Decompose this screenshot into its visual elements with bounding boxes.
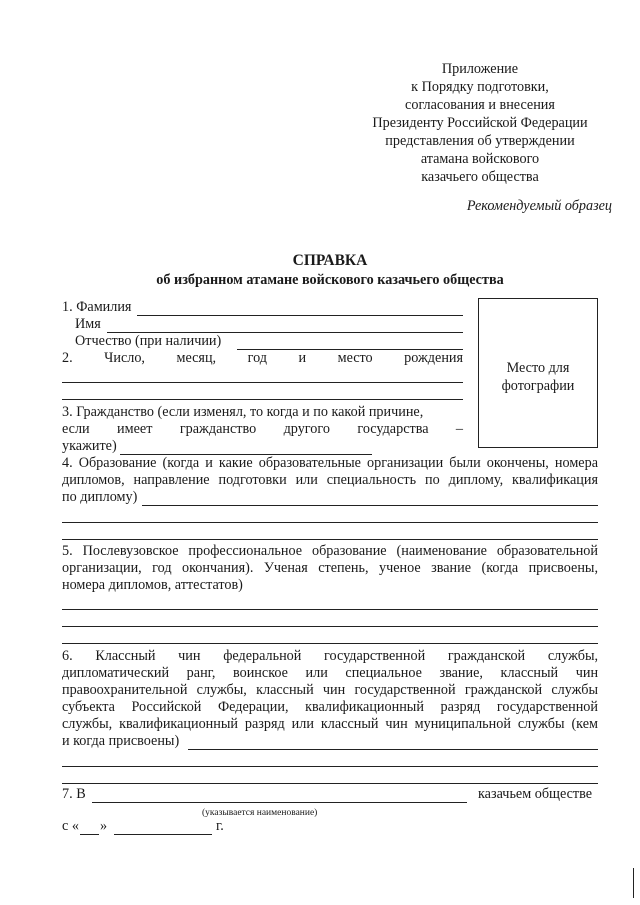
photo-placeholder [478, 298, 598, 448]
appendix-header-line: Приложение [441, 61, 519, 77]
birth-label: 2. Число, месяц, год и место рождения [62, 350, 464, 366]
postgraduate-label-line: организации, год окончания). Ученая степень, ученое звание (когда присвоены, [62, 560, 598, 576]
photo-label-line: Место для [506, 360, 570, 376]
appendix-header-line: атамана войскового [420, 151, 540, 167]
document-title: СПРАВКА [292, 252, 368, 269]
appendix-header-line: казачьего общества [421, 169, 539, 185]
class-rank-label [62, 648, 598, 750]
date-suffix: г. [216, 818, 224, 834]
date-mid: » [100, 818, 108, 834]
education-label-line: 4. Образование (когда и какие образовательные организации были окончены, номера [62, 455, 598, 471]
appendix-header-line: Президенту Российской Федерации [372, 115, 588, 131]
appendix-header-line: согласования и внесения [405, 97, 555, 113]
sample-label: Рекомендуемый образец [466, 198, 612, 214]
appendix-header-line: к Порядку подготовки, [411, 79, 549, 95]
citizenship-label-line: если имеет гражданство другого государства – [62, 421, 464, 437]
birth-field-line[interactable] [62, 382, 463, 383]
appendix-header [330, 60, 630, 186]
surname-field[interactable] [137, 315, 463, 316]
name-label: Имя [75, 316, 101, 332]
surname-label: 1. Фамилия [62, 299, 132, 315]
postgraduate-label-line: 5. Послевузовское профессиональное образование (наименование образовательной [62, 543, 598, 559]
postgraduate-label [62, 543, 598, 594]
birth-field-line[interactable] [62, 399, 463, 400]
class-rank-field-line[interactable] [188, 749, 598, 750]
citizenship-label-line: укажите) [62, 438, 117, 454]
class-rank-label-line: дипломатический ранг, воинское или специальное звание, классный чин [62, 665, 599, 681]
society-name-hint: (указывается наименование) [202, 808, 318, 818]
postgraduate-label-line: номера дипломов, аттестатов) [62, 577, 243, 593]
education-field-line[interactable] [142, 505, 598, 506]
society-label-suffix: казачьем обществе [478, 786, 593, 802]
date-day-field[interactable] [80, 834, 99, 835]
postgraduate-field-line[interactable] [62, 643, 598, 644]
class-rank-label-line: 6. Классный чин федеральной государственной гражданской службы, [62, 648, 599, 664]
education-label-line: дипломов, направление подготовки или специальность по диплому, квалификация [62, 472, 598, 488]
class-rank-label-line: правоохранительной службы, классный чин государственной гражданской службы [62, 682, 598, 698]
class-rank-label-line: и когда присвоены) [62, 733, 180, 749]
scan-edge-mark [633, 868, 634, 898]
patronymic-label: Отчество (при наличии) [75, 333, 222, 349]
photo-label-line: фотографии [501, 378, 575, 394]
society-name-field[interactable] [92, 802, 467, 803]
class-rank-field-line[interactable] [62, 766, 598, 767]
postgraduate-field-line[interactable] [62, 609, 598, 610]
document-subtitle: об избранном атамане войскового казачьего общества [156, 272, 504, 288]
postgraduate-field-line[interactable] [62, 626, 598, 627]
education-label-line: по диплому) [62, 489, 138, 505]
class-rank-label-line: службы, квалификационный разряд или классный чин муниципальной службы (кем [62, 716, 598, 732]
appendix-header-line: представления об утверждении [385, 133, 575, 149]
society-label-prefix: 7. В [62, 786, 86, 802]
class-rank-field-line[interactable] [62, 783, 598, 784]
citizenship-label-line: 3. Гражданство (если изменял, то когда и по какой причине, [62, 404, 424, 420]
date-prefix: с « [62, 818, 79, 834]
education-field-line[interactable] [62, 539, 598, 540]
education-field-line[interactable] [62, 522, 598, 523]
education-label [62, 455, 598, 506]
date-month-year-field[interactable] [114, 834, 212, 835]
class-rank-label-line: субъекта Российской Федерации, квалификационный разряд государственной [62, 699, 598, 715]
